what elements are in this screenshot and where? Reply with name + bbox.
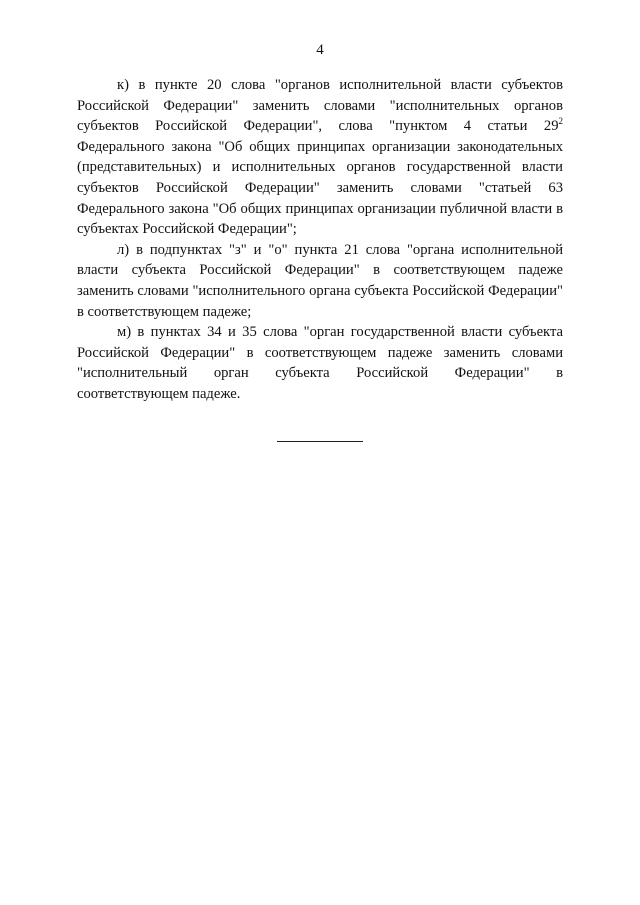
- superscript-article-index: 2: [558, 116, 563, 127]
- page-number: 4: [316, 42, 324, 58]
- paragraph-item-k-text: к) в пункте 20 слова "органов исполнительной власти субъектов Российской Федерации" заменить словами "исполнительных органов субъектов Российской Федерации", слова "пунктом 4 статьи 29: [77, 77, 563, 135]
- paragraph-item-l: л) в подпунктах "з" и "о" пункта 21 слова "органа исполнительной власти субъекта Российской Федерации" в соответствующем падеже заменить словами "исполнительного органа субъекта Российской Федерации" в соответствующем падеже;: [77, 241, 563, 320]
- paragraph-item-k-continuation: Федерального закона "Об общих принципах организации законодательных (представительных) и исполнительных органов государственной власти субъектов Российской Федерации" заменить словами "статьей 63 Федерального закона "Об общих принципах организации публичной власти в субъектах Российской Федерации";: [77, 138, 563, 238]
- end-of-document-divider: [277, 441, 363, 442]
- paragraph-item-m: м) в пунктах 34 и 35 слова "орган государственной власти субъекта Российской Федерации" в соответствующем падеже заменить словами "исполнительный орган субъекта Российской Федерации" в соответствующем падеже.: [77, 324, 563, 402]
- paragraph-item-k: [77, 75, 563, 240]
- document-body: [77, 75, 563, 405]
